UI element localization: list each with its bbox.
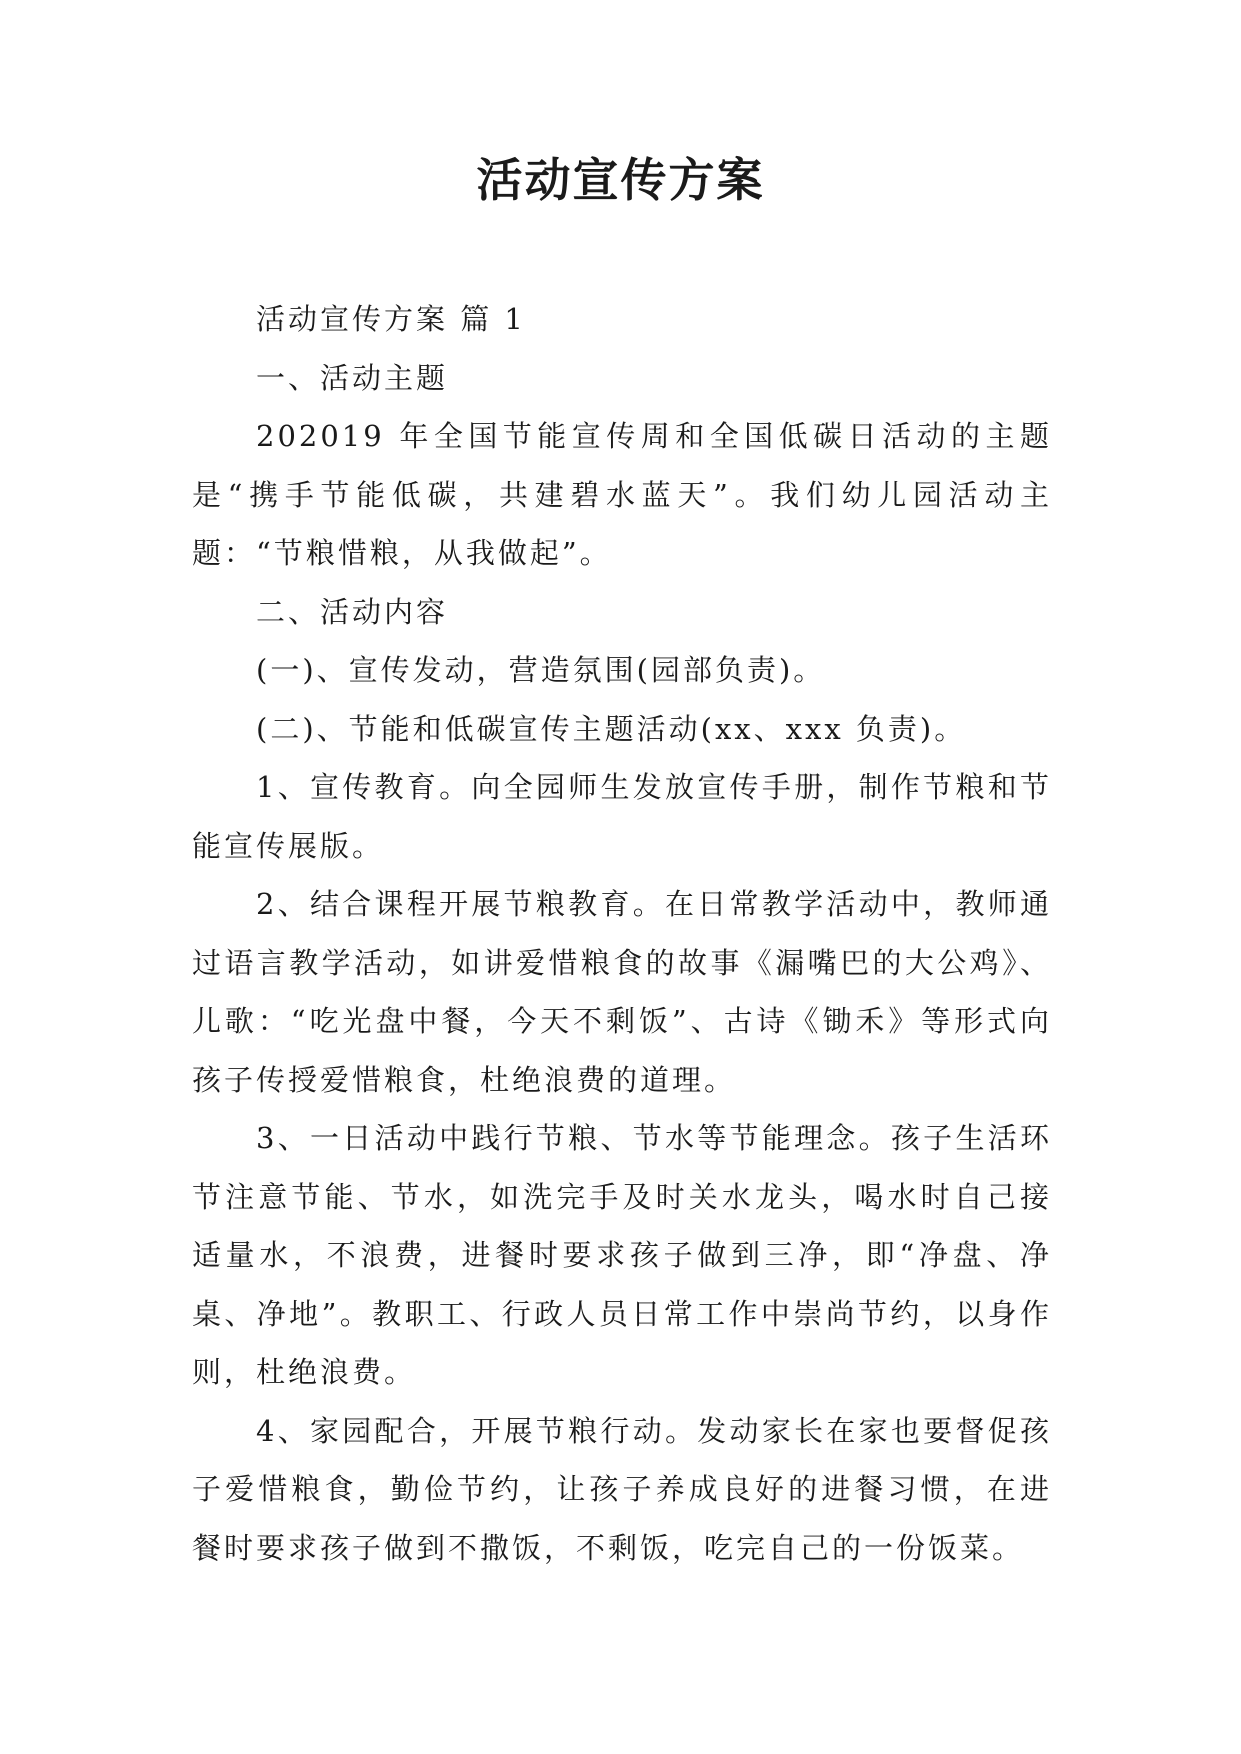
paragraph-section-heading: 活动宣传方案 篇 1 [256,302,526,336]
paragraph-theme-text: 202019 年全国节能宣传周和全国低碳日活动的主题是“携手节能低碳，共建碧水蓝天”。我们幼儿园活动主题：“节粮惜粮，从我做起”。 [192,419,1052,570]
paragraph-item-2: (二)、节能和低碳宣传主题活动(xx、xxx 负责)。 [256,711,967,746]
paragraph-content-heading: 二、活动内容 [256,594,449,629]
paragraph-theme-heading: 一、活动主题 [256,360,449,395]
document-title: 活动宣传方案 [476,153,765,207]
paragraph-item-1: (一)、宣传发动，营造氛围(园部负责)。 [256,653,826,687]
paragraph-point-2: 2、结合课程开展节粮教育。在日常教学活动中，教师通过语言教学活动，如讲爱惜粮食的故事《漏嘴巴的大公鸡》、儿歌：“吃光盘中餐，今天不剩饭”、古诗《锄禾》等形式向孩子传授爱惜粮食，杜绝浪费的道理。 [192,887,1052,1097]
document-body [192,290,1052,1577]
paragraph-point-1: 1、宣传教育。向全园师生发放宣传手册，制作节粮和节能宣传展版。 [192,770,1052,863]
paragraph-point-4: 4、家园配合，开展节粮行动。发动家长在家也要督促孩子爱惜粮食，勤俭节约，让孩子养成良好的进餐习惯，在进餐时要求孩子做到不撒饭，不剩饭，吃完自己的一份饭菜。 [192,1413,1052,1565]
paragraph-point-3: 3、一日活动中践行节粮、节水等节能理念。孩子生活环节注意节能、节水，如洗完手及时关水龙头，喝水时自己接适量水，不浪费，进餐时要求孩子做到三净，即“净盘、净桌、净地”。教职工、行政人员日常工作中崇尚节约，以身作则，杜绝浪费。 [192,1121,1052,1389]
